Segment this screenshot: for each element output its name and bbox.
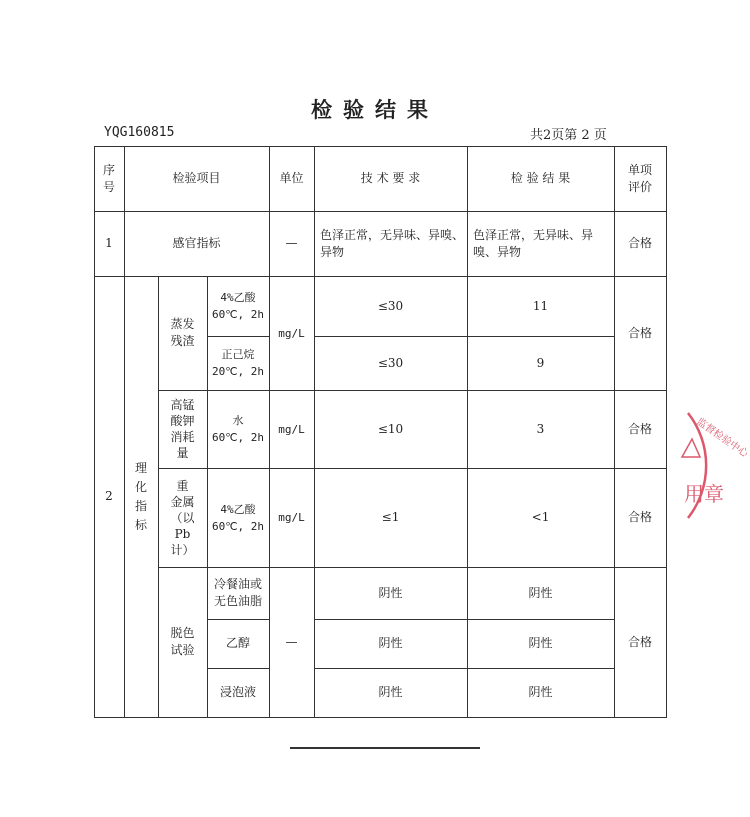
decolor-c-result: 阴性 (528, 685, 553, 699)
document-title: 检验结果 (311, 97, 439, 122)
row1-seq: 1 (105, 236, 113, 250)
page-info: 共2页第 2 页 (530, 128, 607, 143)
decolor-evaluation: 合格 (627, 634, 652, 649)
decolor-a-result: 阴性 (528, 585, 553, 600)
header-requirement: 技 术 要 求 (360, 171, 421, 185)
decolor-c-requirement: 阴性 (378, 685, 403, 699)
heavy-metal-unit: mg/L (278, 511, 305, 524)
evaporation-b-requirement: ≤30 (377, 355, 404, 370)
evaporation-evaluation: 合格 (627, 325, 652, 340)
evaporation-a-condition: 4%乙酸 60℃, 2h (211, 291, 265, 321)
evaporation-b-result: 9 (536, 355, 545, 370)
header-unit: 单位 (279, 171, 304, 185)
heavy-metal-condition: 4%乙酸 60℃, 2h (211, 502, 265, 533)
header-seq: 序 号 (102, 162, 115, 194)
kmno4-evaluation: 合格 (627, 421, 652, 436)
decolor-b-result: 阴性 (528, 636, 553, 650)
row2-seq: 2 (105, 489, 113, 503)
evaporation-name: 蒸发 残渣 (170, 317, 195, 348)
heavy-metal-requirement: ≤1 (381, 510, 400, 524)
heavy-metal-result: <1 (531, 510, 550, 524)
row1-result: 色泽正常，无异味、异嗅、异物 (473, 227, 594, 259)
decolor-a-condition: 冷餐油或 无色油脂 (213, 577, 262, 608)
svg-text:用章: 用章 (684, 482, 724, 506)
svg-text:监督检验中心: 监督检验中心 (694, 416, 750, 460)
decolor-c-condition: 浸泡液 (219, 685, 256, 699)
evaporation-a-result: 11 (532, 298, 549, 313)
header-result: 检 验 结 果 (510, 171, 571, 185)
kmno4-name: 高锰 酸钾 消耗 量 (170, 398, 195, 460)
header-evaluation: 单项 评价 (627, 162, 652, 194)
kmno4-result: 3 (536, 421, 545, 436)
row1-item: 感官指标 (172, 236, 221, 250)
table-border-right (666, 146, 667, 718)
decolor-a-requirement: 阴性 (378, 585, 403, 600)
heavy-metal-evaluation: 合格 (627, 510, 652, 524)
table-border-bottom (94, 717, 666, 718)
header-item: 检验项目 (172, 171, 221, 185)
evaporation-b-condition: 正己烷 20℃, 2h (211, 348, 265, 378)
official-seal-stamp (678, 383, 750, 528)
decolor-b-requirement: 阴性 (378, 636, 403, 650)
kmno4-condition: 水 60℃, 2h (211, 414, 265, 444)
decolor-name: 脱色 试验 (170, 626, 195, 657)
kmno4-requirement: ≤10 (377, 421, 404, 436)
kmno4-unit: mg/L (278, 422, 305, 436)
row1-evaluation: 合格 (627, 236, 652, 250)
decolor-unit: — (285, 634, 298, 649)
row1-unit: — (285, 236, 298, 250)
row1-requirement: 色泽正常，无异味、异嗅、异物 (320, 227, 465, 259)
evaporation-a-requirement: ≤30 (377, 298, 404, 313)
decolor-b-condition: 乙醇 (225, 636, 250, 650)
evaporation-unit: mg/L (278, 326, 305, 340)
heavy-metal-name: 重 金属 （以 Pb 计） (170, 478, 195, 557)
footer-rule (290, 747, 480, 749)
report-code: YQG160815 (104, 125, 175, 140)
row2-group-label: 理 化 指 标 (134, 460, 147, 532)
